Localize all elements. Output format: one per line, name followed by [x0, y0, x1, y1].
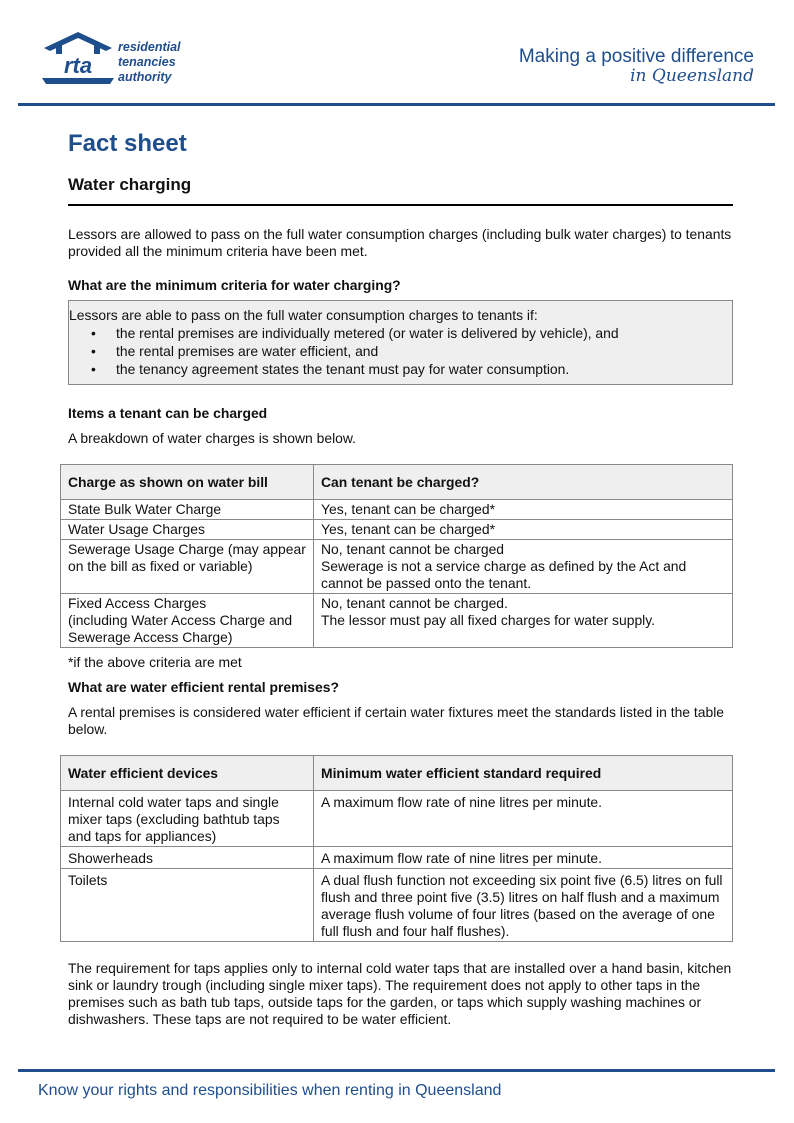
title-divider [68, 204, 733, 206]
answer-cell: Yes, tenant can be charged* [314, 520, 733, 540]
tagline-sub: in Queensland [630, 66, 754, 86]
bullet-dot-icon: • [91, 325, 96, 341]
table-header-row [61, 465, 733, 500]
charge-cell: Sewerage Usage Charge (may appear on the bill as fixed or variable) [61, 540, 314, 594]
column-header-charge: Charge as shown on water bill [61, 465, 314, 500]
criteria-list [69, 324, 732, 378]
header-divider [18, 103, 775, 106]
standard-cell: A maximum flow rate of nine litres per minute. [314, 847, 733, 869]
answer-cell: No, tenant cannot be charged Sewerage is not a service charge as defined by the Act and cannot be passed onto the tenant. [314, 540, 733, 594]
criteria-item-3: the tenancy agreement states the tenant must pay for water consumption. [116, 361, 570, 377]
device-cell: Showerheads [61, 847, 314, 869]
closing-paragraph: The requirement for taps applies only to internal cold water taps that are installed over a hand basin, kitchen sink or laundry trough (including single mixer taps). The requirement does not apply to other taps in the premises such as bath tub taps, outside taps for the garden, or taps which supply washing machines or dishwashers. These taps are not required to be water efficient. [68, 960, 732, 1027]
table-row [61, 869, 733, 942]
footer-divider [18, 1069, 775, 1072]
page-header [0, 0, 794, 110]
rta-house-logo-icon [38, 30, 118, 88]
table-row [61, 520, 733, 540]
page-subtitle: Water charging [68, 175, 192, 194]
criteria-heading: What are the minimum criteria for water charging? [68, 277, 401, 293]
org-line-2: tenancies [118, 55, 176, 69]
charge-cell: State Bulk Water Charge [61, 500, 314, 520]
charge-cell: Water Usage Charges [61, 520, 314, 540]
table-row [61, 791, 733, 847]
criteria-box [68, 300, 733, 385]
table-row [61, 500, 733, 520]
standard-cell: A dual flush function not exceeding six point five (6.5) litres on full flush and three point five (3.5) litres on half flush and a maximum average flush volume of four litres (based on the average of one full flush and four half flushes). [314, 869, 733, 942]
devices-table [60, 755, 733, 942]
table-header-row [61, 756, 733, 791]
table-row [61, 847, 733, 869]
criteria-item-1: the rental premises are individually metered (or water is delivered by vehicle), and [116, 325, 619, 341]
tagline-main: Making a positive difference [518, 46, 754, 67]
items-text: A breakdown of water charges is shown below. [68, 430, 357, 446]
org-line-1: residential [118, 40, 181, 54]
column-header-standard: Minimum water efficient standard required [314, 756, 733, 791]
device-cell: Toilets [61, 869, 314, 942]
charges-table [60, 464, 733, 648]
bullet-dot-icon: • [91, 361, 96, 377]
org-name [118, 40, 181, 85]
items-heading: Items a tenant can be charged [68, 405, 268, 421]
page-title: Fact sheet [68, 130, 187, 157]
table-row [61, 540, 733, 594]
footer-text: Know your rights and responsibilities when renting in Queensland [38, 1082, 502, 1099]
column-header-can-charge: Can tenant be charged? [314, 465, 733, 500]
efficient-text: A rental premises is considered water efficient if certain water fixtures meet the standards listed in the table below. [68, 704, 725, 737]
standard-cell: A maximum flow rate of nine litres per minute. [314, 791, 733, 847]
criteria-lead: Lessors are able to pass on the full water consumption charges to tenants if: [69, 307, 538, 323]
device-cell: Internal cold water taps and single mixer taps (excluding bathtub taps and taps for appliances) [61, 791, 314, 847]
main-content [68, 128, 733, 1028]
footnote: *if the above criteria are met [68, 654, 242, 670]
list-item [69, 360, 732, 378]
answer-cell: Yes, tenant can be charged* [314, 500, 733, 520]
logo-text: rta [63, 53, 93, 78]
answer-cell: No, tenant cannot be charged. The lessor must pay all fixed charges for water supply. [314, 594, 733, 648]
bullet-dot-icon: • [91, 343, 96, 359]
table-row [61, 594, 733, 648]
tagline [519, 46, 754, 86]
list-item [69, 342, 732, 360]
org-line-3: authority [118, 70, 172, 84]
intro-paragraph: Lessors are allowed to pass on the full water consumption charges (including bulk water charges) to tenants provided all the minimum criteria have been met. [68, 226, 732, 259]
criteria-item-2: the rental premises are water efficient, and [116, 343, 379, 359]
list-item [69, 324, 732, 342]
efficient-heading: What are water efficient rental premises? [68, 679, 339, 695]
column-header-devices: Water efficient devices [61, 756, 314, 791]
charge-cell: Fixed Access Charges (including Water Access Charge and Sewerage Access Charge) [61, 594, 314, 648]
